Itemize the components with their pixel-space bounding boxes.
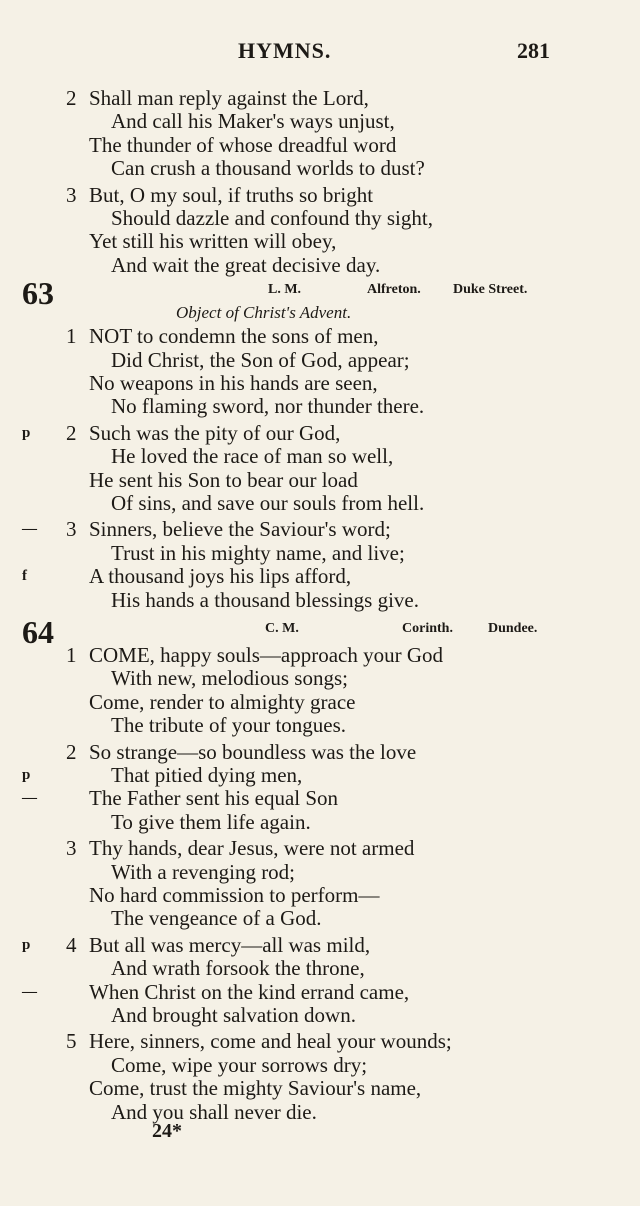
signature-mark: 24*	[152, 1120, 182, 1142]
verse-text: The thunder of whose dreadful word	[89, 132, 397, 157]
verse-text: The vengeance of a God.	[111, 906, 322, 931]
verse-line	[0, 956, 640, 980]
verse-number: 2	[66, 86, 77, 110]
verse-text: No weapons in his hands are seen,	[89, 371, 378, 395]
verse-line	[0, 183, 640, 207]
verse-line	[0, 468, 640, 492]
verse-text: And you shall never die.	[111, 1099, 317, 1124]
hymn-number: 64	[22, 614, 54, 650]
verse-line	[0, 1053, 640, 1077]
verse-text: And wrath forsook the throne,	[111, 956, 365, 981]
verse-text: A thousand joys his lips afford,	[89, 564, 352, 589]
running-title: HYMNS.	[238, 38, 332, 63]
verse-text: So strange—so boundless was the love	[89, 739, 417, 764]
verse-text: With new, melodious songs;	[111, 666, 348, 691]
verse-text: He loved the race of man so well,	[111, 444, 394, 469]
verse-line	[0, 394, 640, 418]
verse-text: Come, render to almighty grace	[89, 689, 356, 714]
verse-text: No flaming sword, nor thunder there.	[111, 394, 425, 419]
verse-line	[0, 933, 640, 957]
hymn-number: 63	[22, 275, 54, 312]
verse-number: 3	[66, 182, 77, 207]
verse-line	[0, 371, 640, 395]
tune-name: Corinth.	[402, 621, 453, 636]
page-header	[0, 38, 640, 68]
dynamic-mark: —	[22, 521, 37, 538]
dynamic-mark: p	[22, 424, 31, 441]
verse-text: And wait the great decisive day.	[111, 252, 381, 277]
verse-number: 5	[66, 1029, 77, 1054]
meter: L. M.	[268, 282, 302, 298]
verse-line	[0, 109, 640, 133]
verse-number: 1	[66, 324, 77, 349]
verse-number: 3	[66, 517, 77, 542]
verse-text: The tribute of your tongues.	[111, 713, 347, 738]
verse-number: 4	[66, 932, 77, 957]
page-number: 281	[517, 38, 550, 63]
verse-line	[0, 517, 640, 541]
verse-line	[0, 906, 640, 930]
verse-line	[0, 786, 640, 810]
dynamic-mark: —	[22, 983, 37, 1000]
verse-line	[0, 564, 640, 588]
tune-name: Alfreton.	[367, 282, 421, 298]
verse-line	[0, 133, 640, 157]
verse-text: With a revenging rod;	[111, 859, 296, 884]
verse-line	[0, 324, 640, 348]
verse-line	[0, 666, 640, 690]
verse-line	[0, 1029, 640, 1053]
verse-text: When Christ on the kind errand came,	[89, 979, 410, 1004]
tune-name: Duke Street.	[453, 282, 528, 298]
verse-line	[0, 1003, 640, 1027]
verse-line	[0, 836, 640, 860]
verse-text: COME, happy souls—approach your God	[89, 643, 444, 667]
verse-text: The Father sent his equal Son	[89, 786, 339, 811]
verse-number: 2	[66, 420, 77, 445]
verse-line	[0, 643, 640, 667]
verse-line	[0, 1100, 640, 1124]
dynamic-mark: —	[22, 790, 37, 807]
verse-line	[0, 980, 640, 1004]
verse-text: Should dazzle and confound thy sight,	[111, 206, 433, 230]
verse-number: 1	[66, 643, 77, 667]
verse-text: And call his Maker's ways unjust,	[111, 109, 395, 134]
dynamic-mark: p	[22, 767, 31, 783]
hymn-subtitle: Object of Christ's Advent.	[176, 303, 352, 323]
dynamic-mark: f	[22, 568, 27, 585]
verse-text: Such was the pity of our God,	[89, 420, 341, 445]
verse-text: Trust in his mighty name, and live;	[111, 540, 405, 565]
verse-text: But, O my soul, if truths so bright	[89, 182, 374, 207]
verse-text: Sinners, believe the Saviour's word;	[89, 517, 391, 542]
verse-text: Here, sinners, come and heal your wounds;	[89, 1029, 452, 1054]
verse-text: But all was mercy—all was mild,	[89, 932, 371, 957]
verse-text: And brought salvation down.	[111, 1003, 356, 1027]
verse-line	[0, 1076, 640, 1100]
verse-line	[0, 740, 640, 764]
verse-line	[0, 883, 640, 907]
dynamic-mark: p	[22, 936, 31, 953]
verse-number: 3	[66, 836, 77, 861]
tune-name: Dundee.	[488, 621, 538, 636]
verse-line	[0, 860, 640, 884]
verse-line	[0, 690, 640, 714]
verse-text: His hands a thousand blessings give.	[111, 587, 419, 612]
verse-text: Yet still his written will obey,	[89, 229, 337, 254]
verse-line	[0, 810, 640, 834]
meter: C. M.	[265, 621, 299, 636]
verse-text: No hard commission to perform—	[89, 883, 380, 907]
verse-line	[0, 86, 640, 110]
verse-text: Come, trust the mighty Saviour's name,	[89, 1076, 422, 1101]
verse-text: Did Christ, the Son of God, appear;	[111, 347, 410, 372]
verse-line	[0, 588, 640, 612]
verse-text: Thy hands, dear Jesus, were not armed	[89, 836, 415, 861]
verse-line	[0, 713, 640, 737]
verse-line	[0, 156, 640, 180]
verse-line	[0, 444, 640, 468]
verse-line	[0, 348, 640, 372]
verse-line	[0, 421, 640, 445]
verse-text: Come, wipe your sorrows dry;	[111, 1052, 368, 1077]
verse-line	[0, 206, 640, 230]
verse-line	[0, 763, 640, 787]
verse-text: He sent his Son to bear our load	[89, 467, 358, 492]
verse-text: Shall man reply against the Lord,	[89, 86, 369, 110]
verse-line	[0, 541, 640, 565]
verse-text: That pitied dying men,	[111, 763, 303, 787]
verse-number: 2	[66, 739, 77, 764]
verse-text: Can crush a thousand worlds to dust?	[111, 156, 425, 181]
verse-text: To give them life again.	[111, 809, 311, 834]
verse-line	[0, 491, 640, 515]
verse-text: Of sins, and save our souls from hell.	[111, 491, 425, 515]
verse-line	[0, 229, 640, 253]
verse-text: NOT to condemn the sons of men,	[89, 324, 379, 349]
